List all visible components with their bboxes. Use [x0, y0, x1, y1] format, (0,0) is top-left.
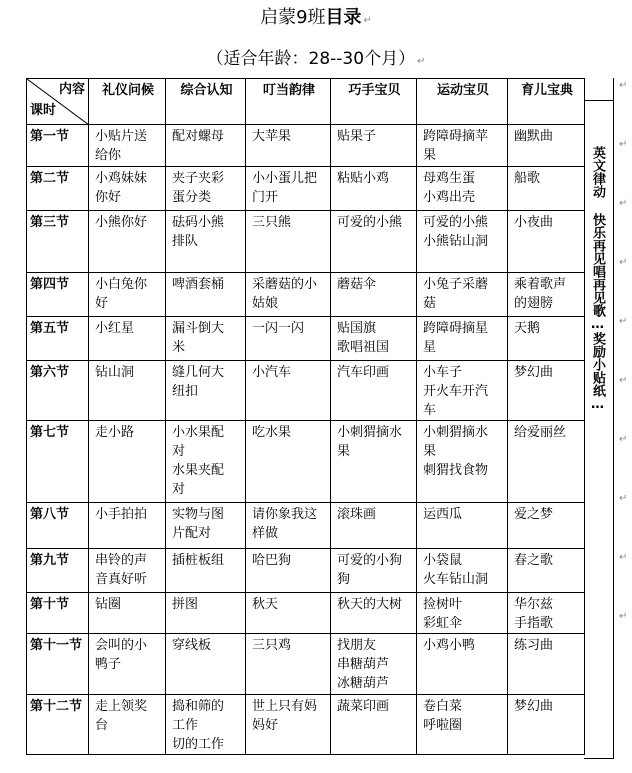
- cell-line: 鸭子: [95, 657, 122, 672]
- table-cell: [89, 503, 166, 549]
- table-cell: [331, 695, 417, 755]
- cell-line: 钻圈: [95, 597, 122, 612]
- cell-line: 米: [172, 340, 186, 355]
- cell-line: 走上领奖: [95, 699, 148, 714]
- table-cell: [246, 421, 331, 503]
- table-row: [27, 125, 585, 167]
- lesson-label: 第十二节: [27, 695, 89, 755]
- cell-line: 切的工作: [172, 737, 225, 752]
- table-cell: [417, 503, 508, 549]
- cell-line: 音真好听: [95, 572, 148, 587]
- table-cell: [508, 549, 585, 593]
- table-cell: [246, 695, 331, 755]
- cell-line: 夹子夹彩: [172, 171, 225, 186]
- cell-line: 配对螺母: [172, 129, 225, 144]
- cell-line: 蛋分类: [172, 190, 212, 205]
- cell-line: 的翅膀: [514, 296, 554, 311]
- table-cell: [246, 211, 331, 273]
- paragraph-mark-icon: ↵: [619, 611, 628, 622]
- table-cell: [246, 273, 331, 317]
- corner-label-content: 内容: [58, 82, 85, 97]
- cell-line: 工作: [172, 718, 199, 733]
- cell-line: 贴国旗: [337, 321, 377, 336]
- column-header: 综合认知: [166, 79, 246, 125]
- paragraph-mark-icon: ↵: [619, 552, 628, 563]
- table-cell: [166, 421, 246, 503]
- cell-line: 穿线板: [172, 638, 212, 653]
- cell-line: 刺猬找食物: [423, 463, 489, 478]
- paragraph-mark-icon: ↵: [417, 56, 426, 67]
- cell-line: 开火车开汽: [423, 384, 489, 399]
- cell-line: 样做: [252, 526, 279, 541]
- cell-line: 给爱丽丝: [514, 425, 567, 440]
- cell-line: 排队: [172, 234, 199, 249]
- lesson-label: 第十一节: [27, 634, 89, 695]
- cell-line: 拼图: [172, 597, 199, 612]
- cell-line: 砝码小熊: [172, 215, 225, 230]
- curriculum-table: [26, 78, 585, 755]
- table-row: [27, 361, 585, 421]
- table-cell: [89, 211, 166, 273]
- cell-line: 汽车印画: [337, 365, 390, 380]
- cell-line: 小汽车: [252, 365, 292, 380]
- table-cell: [508, 211, 585, 273]
- lesson-label: 第一节: [27, 125, 89, 167]
- cell-line: 火车钻山洞: [423, 572, 489, 587]
- cell-line: 小刺猬摘水: [423, 425, 489, 440]
- header-corner-cell: [27, 79, 89, 125]
- cell-line: 蘑菇伞: [337, 277, 377, 292]
- column-header: 叮当韵律: [246, 79, 331, 125]
- document-title: [0, 4, 632, 35]
- cell-line: 小水果配: [172, 425, 225, 440]
- cell-line: 春之歌: [514, 553, 554, 568]
- paragraph-mark-icon: ↵: [363, 15, 372, 26]
- cell-line: 车: [423, 403, 437, 418]
- cell-line: 小熊你好: [95, 215, 148, 230]
- table-row: [27, 549, 585, 593]
- table-cell: [89, 317, 166, 361]
- table-cell: [246, 549, 331, 593]
- table-cell: [508, 167, 585, 211]
- cell-line: 对: [172, 482, 186, 497]
- cell-line: 啤酒套桶: [172, 277, 225, 292]
- cell-line: 可爱的小熊: [337, 215, 403, 230]
- table-cell: [89, 273, 166, 317]
- subtitle-text: （适合年龄：28--30个月）: [206, 49, 416, 69]
- table-cell: [166, 125, 246, 167]
- paragraph-mark-icon: ↵: [619, 434, 628, 445]
- table-cell: [417, 125, 508, 167]
- cell-line: 走小路: [95, 425, 135, 440]
- table-row: [27, 634, 585, 695]
- cell-line: 秋天的大树: [337, 597, 403, 612]
- paragraph-mark-icon: ↵: [619, 80, 628, 91]
- cell-line: 漏斗倒大: [172, 321, 225, 336]
- cell-line: 三只熊: [252, 215, 292, 230]
- cell-line: 爱之梦: [514, 507, 554, 522]
- table-cell: [89, 167, 166, 211]
- cell-line: 可爱的小狗: [337, 553, 403, 568]
- table-cell: [166, 593, 246, 634]
- table-cell: [246, 125, 331, 167]
- cell-line: 贴果子: [337, 129, 377, 144]
- cell-line: 会叫的小: [95, 638, 148, 653]
- cell-line: 请你象我这: [252, 507, 318, 522]
- side-note-text: 英文律动 快乐再见唱再见歌…奖励小贴纸…: [590, 146, 605, 412]
- cell-line: 小熊钻山洞: [423, 234, 489, 249]
- cell-line: 缝几何大: [172, 365, 225, 380]
- paragraph-mark-icon: ↵: [619, 493, 628, 504]
- table-row: [27, 167, 585, 211]
- document-subtitle: [0, 46, 632, 75]
- cell-line: 小白兔你: [95, 277, 148, 292]
- table-cell: [417, 695, 508, 755]
- table-cell: [508, 317, 585, 361]
- table-cell: [331, 361, 417, 421]
- cell-line: 世上只有妈: [252, 699, 318, 714]
- table-cell: [417, 361, 508, 421]
- lesson-label: 第十节: [27, 593, 89, 634]
- cell-line: 小红星: [95, 321, 135, 336]
- lesson-label: 第九节: [27, 549, 89, 593]
- table-cell: [166, 211, 246, 273]
- table-cell: [89, 421, 166, 503]
- cell-line: 运西瓜: [423, 507, 463, 522]
- cell-line: 粘贴小鸡: [337, 171, 390, 186]
- cell-line: 菇: [423, 296, 437, 311]
- table-cell: [508, 503, 585, 549]
- table-cell: [331, 634, 417, 695]
- cell-line: 小贴片送: [95, 129, 148, 144]
- lesson-label: 第四节: [27, 273, 89, 317]
- table-cell: [246, 634, 331, 695]
- table-cell: [166, 167, 246, 211]
- format-marks-column: [619, 80, 631, 670]
- cell-line: 船歌: [514, 171, 541, 186]
- table-cell: [508, 634, 585, 695]
- table-cell: [417, 273, 508, 317]
- cell-line: 乘着歌声: [514, 277, 567, 292]
- cell-line: 歌唱祖国: [337, 340, 390, 355]
- cell-line: 你好: [95, 190, 122, 205]
- cell-line: 捡树叶: [423, 597, 463, 612]
- table-cell: [508, 273, 585, 317]
- table-row: [27, 273, 585, 317]
- table-cell: [331, 273, 417, 317]
- cell-line: 跨障碍摘星: [423, 321, 489, 336]
- cell-line: 一闪一闪: [252, 321, 305, 336]
- table-cell: [166, 634, 246, 695]
- cell-line: 对: [172, 444, 186, 459]
- table-cell: [246, 503, 331, 549]
- column-header: 运动宝贝: [417, 79, 508, 125]
- table-row: [27, 421, 585, 503]
- cell-line: 哈巴狗: [252, 553, 292, 568]
- cell-line: 三只鸡: [252, 638, 292, 653]
- cell-line: 钻山洞: [95, 365, 135, 380]
- table-cell: [331, 167, 417, 211]
- table-cell: [331, 211, 417, 273]
- cell-line: 串铃的声: [95, 553, 148, 568]
- cell-line: 水果夹配: [172, 463, 225, 478]
- table-cell: [508, 421, 585, 503]
- table-row: [27, 593, 585, 634]
- cell-line: 彩虹伞: [423, 616, 463, 631]
- table-cell: [89, 549, 166, 593]
- cell-line: 幽默曲: [514, 129, 554, 144]
- table-cell: [331, 549, 417, 593]
- lesson-label: 第五节: [27, 317, 89, 361]
- cell-line: 天鹅: [514, 321, 541, 336]
- lesson-label: 第八节: [27, 503, 89, 549]
- cell-line: 给你: [95, 148, 122, 163]
- table-cell: [331, 317, 417, 361]
- cell-line: 母鸡生蛋: [423, 171, 476, 186]
- cell-line: 小刺猬摘水: [337, 425, 403, 440]
- column-header: 育儿宝典: [508, 79, 585, 125]
- table-cell: [508, 125, 585, 167]
- cell-line: 呼啦圈: [423, 718, 463, 733]
- cell-line: 妈好: [252, 718, 279, 733]
- cell-line: 实物与图: [172, 507, 225, 522]
- paragraph-mark-icon: ↵: [619, 198, 628, 209]
- cell-line: 小鸡小鸭: [423, 638, 476, 653]
- table-cell: [246, 361, 331, 421]
- cell-line: 小夜曲: [514, 215, 554, 230]
- cell-line: 小小蛋儿把: [252, 171, 318, 186]
- cell-line: 秋天: [252, 597, 279, 612]
- cell-line: 姑娘: [252, 296, 279, 311]
- paragraph-mark-icon: ↵: [619, 375, 628, 386]
- table-cell: [331, 503, 417, 549]
- table-cell: [508, 593, 585, 634]
- cell-line: 可爱的小熊: [423, 215, 489, 230]
- cell-line: 小车子: [423, 365, 463, 380]
- table-cell: [246, 167, 331, 211]
- cell-line: 果: [423, 444, 437, 459]
- table-cell: [166, 361, 246, 421]
- cell-line: 找朋友: [337, 638, 377, 653]
- table-cell: [166, 317, 246, 361]
- cell-line: 小兔子采蘑: [423, 277, 489, 292]
- table-cell: [246, 317, 331, 361]
- table-cell: [508, 695, 585, 755]
- table-cell: [89, 125, 166, 167]
- cell-line: 果: [337, 444, 351, 459]
- paragraph-mark-icon: ↵: [619, 139, 628, 150]
- table-cell: [417, 634, 508, 695]
- title-bold: 目录: [325, 7, 362, 28]
- table-row: [27, 503, 585, 549]
- table-cell: [417, 421, 508, 503]
- table-cell: [89, 695, 166, 755]
- cell-line: 小袋鼠: [423, 553, 463, 568]
- table-cell: [166, 273, 246, 317]
- table-cell: [246, 593, 331, 634]
- table-row: [27, 317, 585, 361]
- cell-line: 滚珠画: [337, 507, 377, 522]
- cell-line: 小鸡妹妹: [95, 171, 148, 186]
- table-cell: [417, 167, 508, 211]
- cell-line: 吃水果: [252, 425, 292, 440]
- cell-line: 华尔兹: [514, 597, 554, 612]
- table-cell: [331, 421, 417, 503]
- cell-line: 冰糖葫芦: [337, 676, 390, 691]
- cell-line: 纽扣: [172, 384, 199, 399]
- cell-line: 梦幻曲: [514, 699, 554, 714]
- table-row: [27, 211, 585, 273]
- paragraph-mark-icon: ↵: [619, 257, 628, 268]
- table-cell: [331, 125, 417, 167]
- cell-line: 练习曲: [514, 638, 554, 653]
- cell-line: 梦幻曲: [514, 365, 554, 380]
- table-cell: [417, 211, 508, 273]
- table-cell: [166, 695, 246, 755]
- cell-line: 狗: [337, 572, 351, 587]
- cell-line: 捣和筛的: [172, 699, 225, 714]
- lesson-label: 第七节: [27, 421, 89, 503]
- cell-line: 大苹果: [252, 129, 292, 144]
- table-cell: [166, 549, 246, 593]
- table-cell: [166, 503, 246, 549]
- lesson-label: 第二节: [27, 167, 89, 211]
- cell-line: 手指歌: [514, 616, 554, 631]
- paragraph-mark-icon: ↵: [619, 316, 628, 327]
- cell-line: 门开: [252, 190, 279, 205]
- table-cell: [89, 634, 166, 695]
- lesson-label: 第三节: [27, 211, 89, 273]
- cell-line: 小手拍拍: [95, 507, 148, 522]
- cell-line: 跨障碍摘苹: [423, 129, 489, 144]
- cell-line: 台: [95, 718, 109, 733]
- column-header: 巧手宝贝: [331, 79, 417, 125]
- column-header: 礼仪问候: [89, 79, 166, 125]
- table-cell: [89, 593, 166, 634]
- corner-label-lesson: 课时: [30, 103, 57, 118]
- lesson-label: 第六节: [27, 361, 89, 421]
- table-cell: [508, 361, 585, 421]
- table-row: [27, 695, 585, 755]
- cell-line: 好: [95, 296, 109, 311]
- table-cell: [417, 549, 508, 593]
- table-cell: [417, 593, 508, 634]
- cell-line: 蔬菜印画: [337, 699, 390, 714]
- title-prefix: 启蒙9班: [260, 7, 326, 28]
- cell-line: 星: [423, 340, 437, 355]
- cell-line: 插桩板组: [172, 553, 225, 568]
- table-cell: [89, 361, 166, 421]
- cell-line: 果: [423, 148, 437, 163]
- cell-line: 卷白菜: [423, 699, 463, 714]
- cell-line: 串糖葫芦: [337, 657, 390, 672]
- table-cell: [417, 317, 508, 361]
- cell-line: 小鸡出壳: [423, 190, 476, 205]
- cell-line: 片配对: [172, 526, 212, 541]
- table-cell: [331, 593, 417, 634]
- cell-line: 采蘑菇的小: [252, 277, 318, 292]
